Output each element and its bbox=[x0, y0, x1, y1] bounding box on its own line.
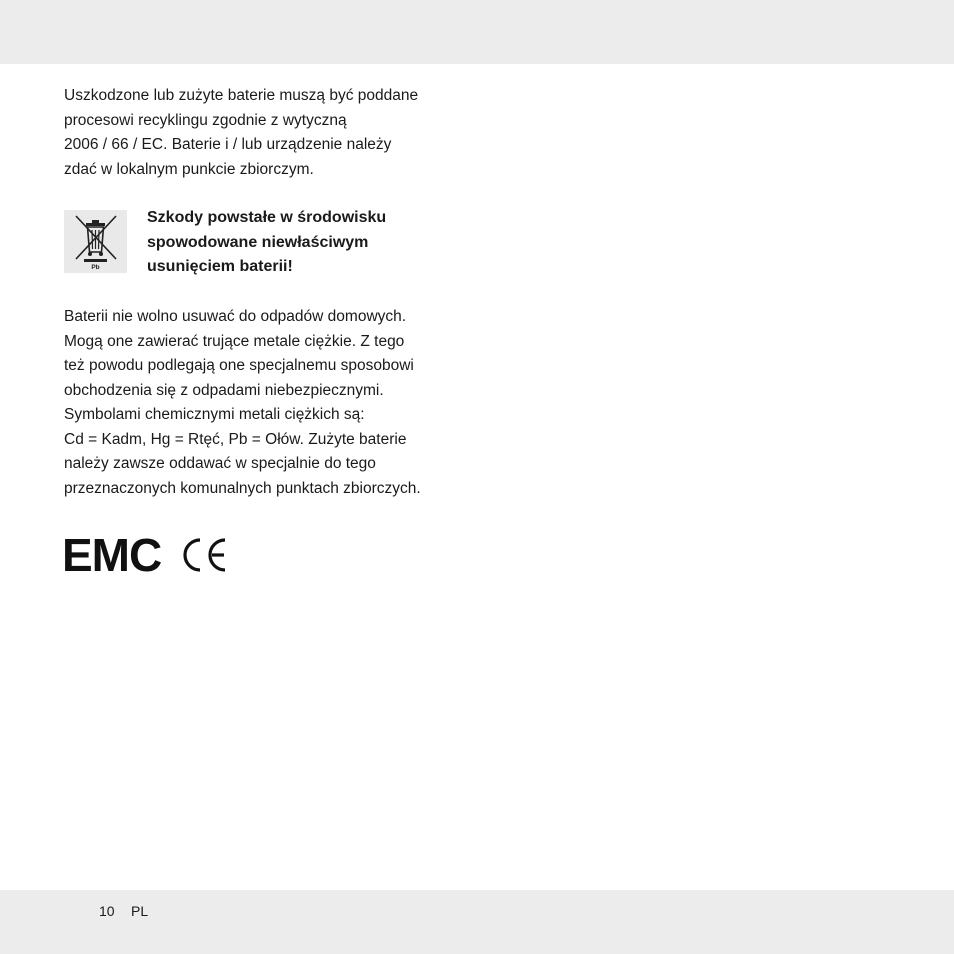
warning-heading-line: Szkody powstałe w środowisku bbox=[147, 209, 387, 226]
ce-mark-icon bbox=[180, 537, 228, 573]
recycling-line: Uszkodzone lub zużyte baterie muszą być poddane bbox=[64, 87, 419, 104]
warning-heading bbox=[147, 206, 477, 280]
warning-heading-line: usunięciem baterii! bbox=[147, 258, 293, 275]
page-number: 10 bbox=[99, 903, 115, 919]
ce-mark-graphic bbox=[180, 537, 228, 573]
disposal-line: należy zawsze oddawać w specjalnie do tego bbox=[64, 455, 376, 472]
emc-mark: EMC bbox=[62, 529, 162, 581]
crossed-bin-icon bbox=[64, 210, 127, 273]
disposal-line: też powodu podlegają one specjalnemu sposobowi bbox=[64, 357, 414, 374]
recycling-line: procesowi recyklingu zgodnie z wytyczną bbox=[64, 111, 347, 129]
disposal-line: Mogą one zawierać trujące metale ciężkie. Z tego bbox=[64, 332, 405, 350]
disposal-line: przeznaczonych komunalnych punktach zbiorczych. bbox=[64, 479, 421, 497]
recycling-line: zdać w lokalnym punkcie zbiorczym. bbox=[64, 160, 314, 178]
recycling-line: 2006 / 66 / EC. Baterie i / lub urządzenie należy bbox=[64, 136, 392, 153]
top-band bbox=[0, 0, 954, 64]
disposal-line: Symbolami chemicznymi metali ciężkich są: bbox=[64, 406, 365, 423]
disposal-paragraph bbox=[64, 305, 474, 501]
disposal-line: Cd = Kadm, Hg = Rtęć, Pb = Ołów. Zużyte baterie bbox=[64, 430, 407, 448]
recycling-paragraph bbox=[64, 84, 474, 182]
bottom-band bbox=[0, 890, 954, 954]
crossed-bin-graphic bbox=[64, 210, 127, 273]
language-code: PL bbox=[131, 903, 149, 919]
disposal-line: obchodzenia się z odpadami niebezpiecznymi. bbox=[64, 381, 384, 399]
warning-heading-line: spowodowane niewłaściwym bbox=[147, 233, 369, 251]
disposal-line: Baterii nie wolno usuwać do odpadów domowych. bbox=[64, 308, 407, 325]
bin-icon-label: Pb bbox=[91, 264, 100, 271]
